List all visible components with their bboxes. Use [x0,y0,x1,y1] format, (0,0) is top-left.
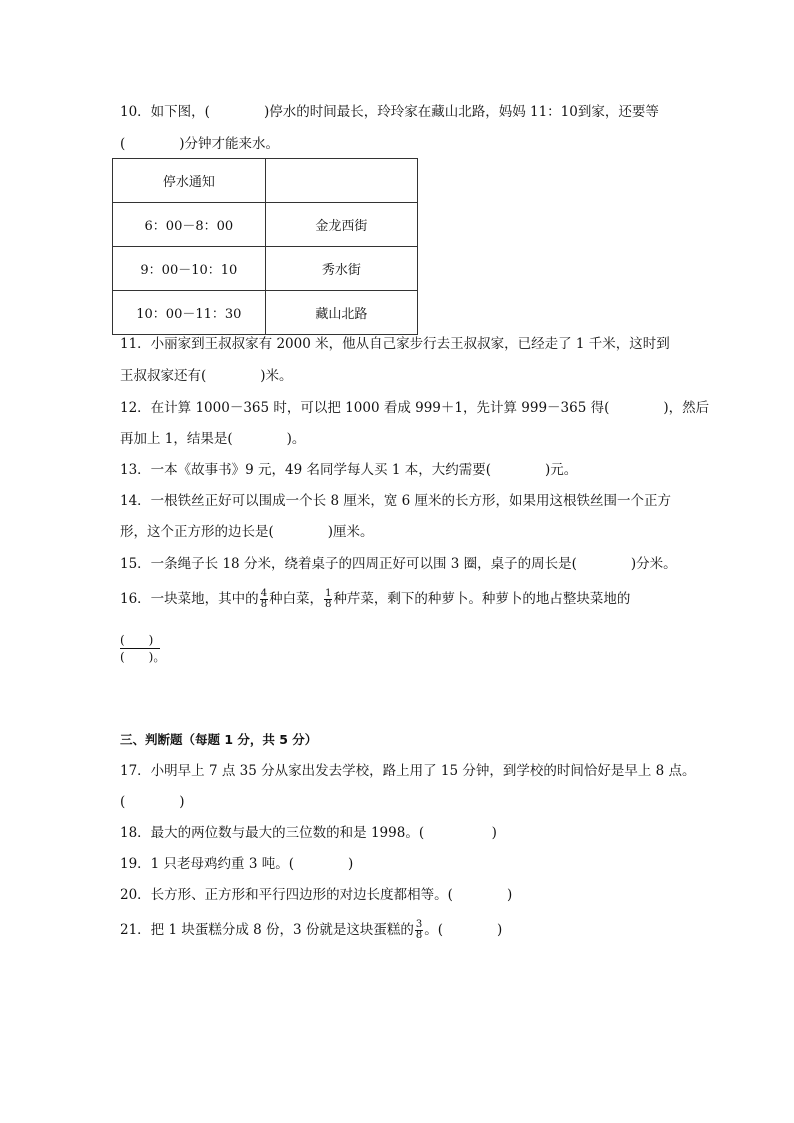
answer-end: 。 [153,650,166,664]
q11-line2: 王叔叔家还有( )米。 [120,368,293,384]
q10-line2: ( )分钟才能来水。 [120,136,280,152]
table-row [113,291,418,335]
q12-line1: 12．在计算 1000－365 时，可以把 1000 看成 999＋1，先计算 999－365 得( )，然后 [120,400,710,416]
q14-line2: 形，这个正方形的边长是( )厘米。 [120,524,374,540]
table-cell: 6：00－8：00 [113,203,266,247]
table-header-row [113,159,418,203]
answer-denominator-blank: ( ) [120,650,154,664]
section-title-judgement: 三、判断题（每题 1 分，共 5 分） [120,732,318,747]
q16-suffix: 种芹菜，剩下的种萝卜。种萝卜的地占整块菜地的 [333,591,631,607]
q21-prefix: 21．把 1 块蛋糕分成 8 份，3 份就是这块蛋糕的 [120,922,414,938]
table-cell: 藏山北路 [265,291,417,335]
q16-prefix: 16．一块菜地，其中的 [120,591,259,607]
fraction-one-eighth: $\frac{1}{8}$ [325,588,332,610]
q16-mid: 种白菜， [269,591,324,607]
q21-line [120,920,502,941]
q16-answer-fraction [120,632,165,665]
fraction-three-eighths: $\frac{3}{8}$ [415,919,423,941]
table-row [113,247,418,291]
q10-line1: 10．如下图，( )停水的时间最长，玲玲家在藏山北路，妈妈 11：10到家，还要等 [120,104,659,120]
table-cell: 9：00－10：10 [113,247,266,291]
answer-numerator-blank: ( ) [120,632,160,649]
q11-line1: 11．小丽家到王叔叔家有 2000 米，他从自己家步行去王叔叔家，已经走了 1 千米，这时到 [120,336,670,352]
table-cell: 停水通知 [113,159,266,203]
table-cell [265,159,417,203]
q20-line: 20．长方形、正方形和平行四边形的对边长度都相等。( ) [120,887,513,903]
q14-line1: 14．一根铁丝正好可以围成一个长 8 厘米，宽 6 厘米的长方形，如果用这根铁丝围一个正方 [120,493,672,509]
q19-line: 19．1 只老母鸡约重 3 吨。( ) [120,856,354,872]
q12-line2: 再加上 1，结果是( )。 [120,431,306,447]
q15-line: 15．一条绳子长 18 分米，绕着桌子的四周正好可以围 3 圈，桌子的周长是( )分米。 [120,556,677,572]
table-row [113,203,418,247]
table-cell: 10：00－11：30 [113,291,266,335]
q17-line1: 17．小明早上 7 点 35 分从家出发去学校，路上用了 15 分钟，到学校的时间恰好是早上 8 点。 [120,763,696,779]
fraction-four-eighths: $\frac{4}{8}$ [260,588,268,610]
q17-line2: ( ) [120,794,185,810]
table-cell: 金龙西街 [265,203,417,247]
q13-line: 13．一本《故事书》9 元，49 名同学每人买 1 本，大约需要( )元。 [120,462,578,478]
q18-line: 18．最大的两位数与最大的三位数的和是 1998。( ) [120,825,497,841]
q16-line [120,589,630,610]
q21-suffix: 。( ) [424,922,503,938]
table-cell: 秀水街 [265,247,417,291]
water-outage-table [112,158,418,335]
